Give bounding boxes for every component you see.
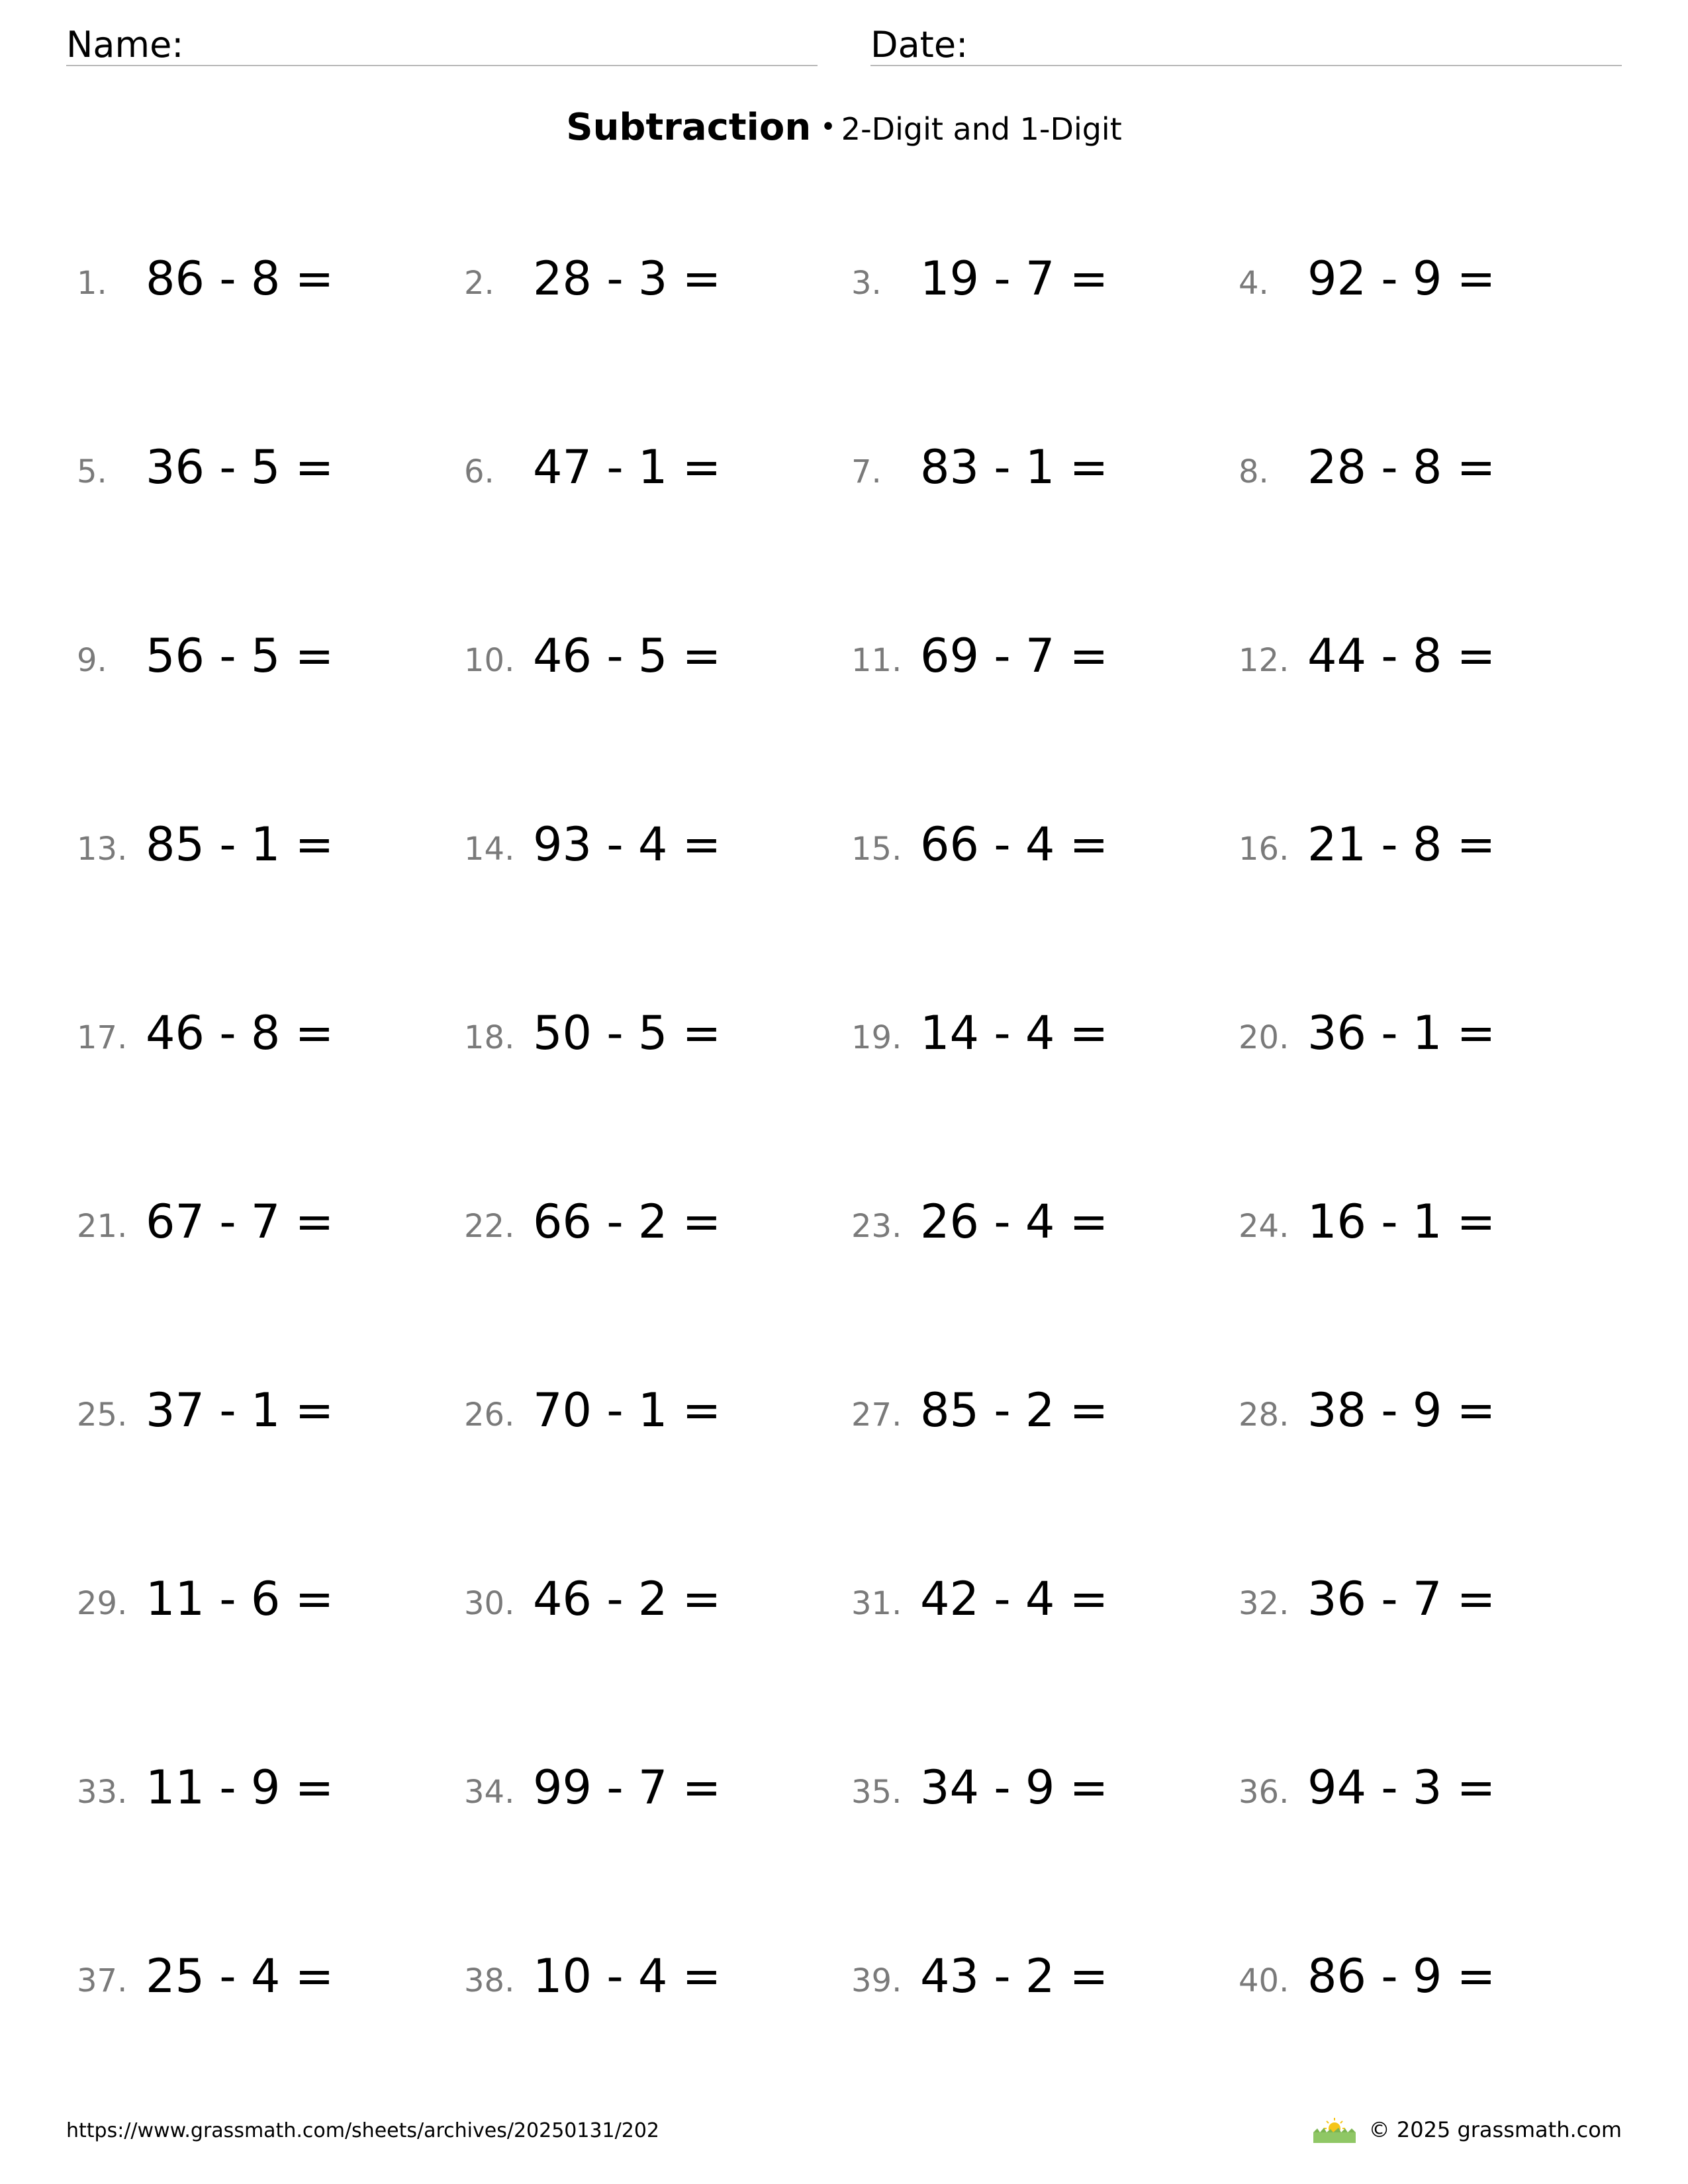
problem-expression: 16 - 1 = [1307, 1195, 1496, 1249]
problem-row [0, 1006, 1688, 1072]
problem-number: 21. [77, 1208, 128, 1245]
title-main: Subtraction [566, 106, 812, 149]
problem-expression: 28 - 3 = [533, 251, 722, 306]
problem-number: 17. [77, 1019, 128, 1056]
problem-expression: 36 - 7 = [1307, 1572, 1496, 1626]
title-separator: • [820, 112, 836, 142]
date-field[interactable] [870, 24, 1622, 70]
problem-expression: 47 - 1 = [533, 440, 722, 494]
problem-number: 16. [1239, 831, 1289, 868]
problem-number: 2. [464, 265, 494, 302]
problem-expression: 36 - 1 = [1307, 1006, 1496, 1060]
problem-number: 20. [1239, 1019, 1289, 1056]
problem-expression: 46 - 2 = [533, 1572, 722, 1626]
problem-number: 38. [464, 1962, 515, 1999]
name-field[interactable] [66, 24, 818, 70]
problem-number: 3. [851, 265, 882, 302]
footer-url: https://www.grassmath.com/sheets/archives/20250131/202 [66, 2119, 660, 2142]
problem-row [0, 251, 1688, 318]
problem-expression: 66 - 4 = [920, 817, 1109, 872]
problem-expression: 93 - 4 = [533, 817, 722, 872]
problem-expression: 94 - 3 = [1307, 1760, 1496, 1815]
name-underline [66, 65, 818, 66]
problem-number: 36. [1239, 1774, 1289, 1811]
problem-row [0, 1949, 1688, 2015]
problem-number: 30. [464, 1585, 515, 1622]
date-label: Date: [870, 24, 968, 66]
problem-expression: 28 - 8 = [1307, 440, 1496, 494]
footer-copyright: © 2025 grassmath.com [1368, 2117, 1622, 2142]
problem-expression: 46 - 8 = [146, 1006, 334, 1060]
problem-row [0, 1760, 1688, 1827]
problem-expression: 36 - 5 = [146, 440, 334, 494]
problem-expression: 99 - 7 = [533, 1760, 722, 1815]
problem-number: 19. [851, 1019, 902, 1056]
problem-number: 25. [77, 1396, 128, 1433]
problem-number: 4. [1239, 265, 1269, 302]
problem-row [0, 817, 1688, 884]
problem-number: 28. [1239, 1396, 1289, 1433]
problem-number: 12. [1239, 642, 1289, 679]
problem-number: 7. [851, 453, 882, 490]
problem-expression: 21 - 8 = [1307, 817, 1496, 872]
problem-number: 15. [851, 831, 902, 868]
problem-number: 1. [77, 265, 107, 302]
problem-number: 6. [464, 453, 494, 490]
problem-expression: 70 - 1 = [533, 1383, 722, 1437]
problem-number: 10. [464, 642, 515, 679]
problem-expression: 85 - 2 = [920, 1383, 1109, 1437]
problem-number: 18. [464, 1019, 515, 1056]
problem-expression: 85 - 1 = [146, 817, 334, 872]
problem-number: 22. [464, 1208, 515, 1245]
problem-expression: 66 - 2 = [533, 1195, 722, 1249]
problem-expression: 46 - 5 = [533, 629, 722, 683]
problem-number: 13. [77, 831, 128, 868]
problem-number: 11. [851, 642, 902, 679]
problem-expression: 67 - 7 = [146, 1195, 334, 1249]
problem-expression: 42 - 4 = [920, 1572, 1109, 1626]
problem-expression: 19 - 7 = [920, 251, 1109, 306]
problem-expression: 44 - 8 = [1307, 629, 1496, 683]
footer-branding [1312, 2115, 1622, 2144]
problem-number: 39. [851, 1962, 902, 1999]
problem-expression: 14 - 4 = [920, 1006, 1109, 1060]
problem-number: 35. [851, 1774, 902, 1811]
problem-number: 14. [464, 831, 515, 868]
date-underline [870, 65, 1622, 66]
problem-number: 8. [1239, 453, 1269, 490]
problem-row [0, 440, 1688, 506]
problem-number: 24. [1239, 1208, 1289, 1245]
problem-expression: 69 - 7 = [920, 629, 1109, 683]
problem-number: 31. [851, 1585, 902, 1622]
problem-number: 27. [851, 1396, 902, 1433]
problem-row [0, 1572, 1688, 1638]
problem-row [0, 1383, 1688, 1449]
problem-number: 34. [464, 1774, 515, 1811]
grass-sun-logo-icon [1312, 2115, 1357, 2144]
problem-expression: 38 - 9 = [1307, 1383, 1496, 1437]
problem-expression: 43 - 2 = [920, 1949, 1109, 2003]
problem-number: 23. [851, 1208, 902, 1245]
problem-expression: 34 - 9 = [920, 1760, 1109, 1815]
problem-expression: 25 - 4 = [146, 1949, 334, 2003]
problem-number: 5. [77, 453, 107, 490]
problem-expression: 10 - 4 = [533, 1949, 722, 2003]
problem-row [0, 1195, 1688, 1261]
problem-expression: 37 - 1 = [146, 1383, 334, 1437]
problem-number: 40. [1239, 1962, 1289, 1999]
problem-number: 33. [77, 1774, 128, 1811]
problem-expression: 26 - 4 = [920, 1195, 1109, 1249]
problem-number: 9. [77, 642, 107, 679]
worksheet-title [0, 106, 1688, 149]
problem-expression: 11 - 6 = [146, 1572, 334, 1626]
problem-row [0, 629, 1688, 695]
problem-number: 32. [1239, 1585, 1289, 1622]
problem-expression: 83 - 1 = [920, 440, 1109, 494]
problem-expression: 56 - 5 = [146, 629, 334, 683]
title-subtitle: 2-Digit and 1-Digit [841, 111, 1122, 147]
problem-expression: 86 - 8 = [146, 251, 334, 306]
problem-expression: 86 - 9 = [1307, 1949, 1496, 2003]
problem-expression: 50 - 5 = [533, 1006, 722, 1060]
problem-number: 26. [464, 1396, 515, 1433]
problem-expression: 11 - 9 = [146, 1760, 334, 1815]
problem-expression: 92 - 9 = [1307, 251, 1496, 306]
problem-number: 37. [77, 1962, 128, 1999]
name-label: Name: [66, 24, 184, 66]
problem-number: 29. [77, 1585, 128, 1622]
